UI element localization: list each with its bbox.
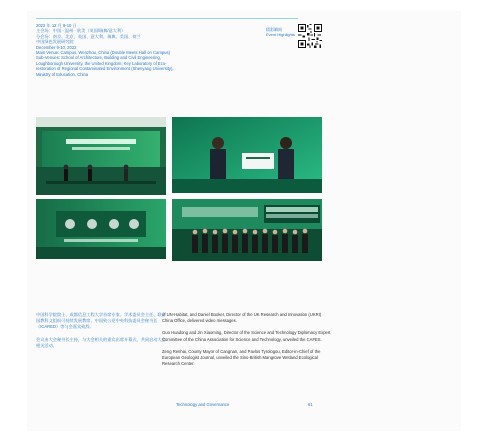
- footer-section-title: Technology and Governance: [176, 402, 230, 407]
- event-info-line: 主会场：中国 · 温州 · 欧美（英国/瑞典/意大利）: [36, 28, 126, 34]
- highlights-cn: 精彩瞬间: [266, 27, 282, 32]
- cn-paragraph: 中国科学院院士、成都信息工程大学首席专家、学术委员会主任、联合国教科文组织可持续发展教席、中国致公党中央科技委员会秘书长（ICARED）等与会嘉宾致辞。: [36, 312, 166, 330]
- en-paragraph: Zeng Renhai, County Mayor of Cangnan, and Pavlos Tyrologou, Editor-in-Chief of the European Geologist Journal, unveiled the Sino-British Mangrove Wetland Ecological Research Center.: [162, 348, 321, 367]
- photo-ceremony-stage: [36, 117, 166, 195]
- page-number: 61: [308, 402, 313, 407]
- event-info-line: December 9-10, 2022: [36, 44, 77, 50]
- chinese-text-column: [36, 312, 166, 355]
- event-info-line: Ministry of Education, China: [36, 71, 89, 77]
- english-text-column: [162, 312, 332, 373]
- event-info-line: Sub-Venues: School of Architecture, Building and Civil Engineering,: [36, 55, 162, 61]
- highlights-en: Event Highlights: [266, 32, 295, 37]
- event-info-block: [36, 23, 286, 77]
- event-info-line: restoration of Regional Contaminated Environment (Shenyang University),: [36, 66, 174, 72]
- qr-code-icon: [298, 24, 322, 48]
- cn-paragraph: 会议由大会秘书长主持，与大会相关的嘉宾出席开幕式，共同启动大会相关活动。: [36, 336, 166, 348]
- photo-video-screens: [36, 199, 166, 259]
- event-info-line: 2022 年 12 月 9-10 日: [36, 23, 77, 28]
- en-paragraph: Guo Huadong and Jin Xiaoming, Director of the Science and Technology Diplomacy Expert Committee of the China Association for Science and Technology, unveiled the CAFES.: [162, 330, 331, 342]
- event-info-line: Loughborough University, the United Kingdom; Key Laboratory of Eco-: [36, 60, 167, 66]
- report-page: [28, 12, 460, 430]
- event-info-line: Main Venue: Campus, Wenzhou, China (Double Meets Hall on Campus): [36, 50, 170, 56]
- top-rule: [36, 18, 298, 19]
- en-paragraph: of UN-Habitat, and Daniel Booker, Director of the UK Research and Innovation (UKRI) China Office, delivered video messages.: [162, 312, 322, 324]
- event-info-line: 中国绿色发展研究院: [36, 39, 74, 45]
- event-info-line: 分会场：南京、北京、英国、意大利、瑞典、美国、荷兰: [36, 33, 141, 39]
- photo-group: [172, 199, 322, 261]
- photo-unveiling-two-men: [172, 117, 322, 193]
